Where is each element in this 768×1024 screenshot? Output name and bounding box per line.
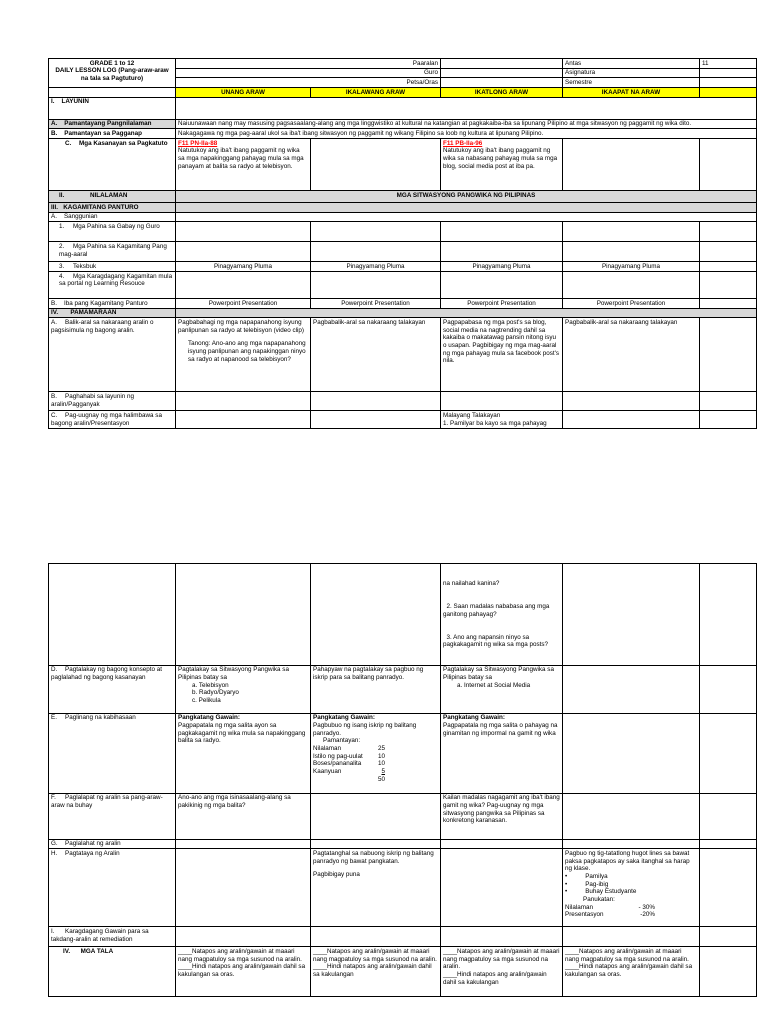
cont-d3-line-1: na nailahad kanina?: [443, 579, 500, 587]
pag-uugnay-d3-b: 1. Pamilyar ba kayo sa mga pahayag: [443, 419, 547, 427]
blank-cell: [49, 88, 176, 98]
asignatura-field[interactable]: [700, 68, 757, 78]
tala-natapos[interactable]: ____Natapos ang aralin/gawain at maaari nang magpatuloy sa mga susunod na aralin.: [443, 947, 560, 971]
balik-aral-d4: Pagbabalik-aral sa nakaraang talakayan: [563, 318, 700, 392]
kasanayan-text-3: Natutukoy ang iba't ibang paggamit ng wika sa nabasang pahayag mula sa mga blog, social media post at iba pa.: [443, 147, 558, 170]
paglalapat-d2: [311, 793, 441, 839]
pagtalakay-d1-item-3: c. Pelikula: [192, 696, 221, 704]
portal-label-cell: [49, 272, 176, 299]
kasanayan-label-cell: [49, 139, 176, 191]
sanggunian-label: A. Sanggunian: [49, 212, 176, 222]
pagtalakay-d3-item-1: a. Internet at Social Media: [457, 681, 531, 689]
paglinang-d2-pamantayan: Pamantayan:: [323, 737, 361, 745]
kagamitang-pang-d1: [176, 242, 311, 262]
mga-tala-d1: [176, 947, 311, 997]
tala-hindi-natapos[interactable]: ____Hindi natapos ang aralin/gawain dahil sa kakulangan sa oras.: [178, 963, 306, 978]
antas-label: Antas: [563, 59, 700, 69]
item-text: Pamilya: [585, 872, 608, 880]
pag-uugnay-label: Pag-uugnay ng mga halimbawa sa bagong aralin/Presentasyon: [51, 411, 162, 427]
petsa-label: Petsa/Oras: [176, 78, 441, 88]
petsa-field[interactable]: [441, 78, 563, 88]
pagtalakay-letter: D.: [51, 666, 58, 674]
panukatan-name: Presentasyon: [565, 911, 604, 919]
paghahabi-label: Paghahabi sa layunin ng aralin/Pagganyak: [51, 392, 134, 408]
paglinang-extra: [700, 713, 757, 793]
pag-uugnay-d2: [311, 411, 441, 429]
paglinang-d3-text: Pagpapatala ng mga salita o pahayag na ginamitan ng impormal na gamit ng wika: [443, 721, 558, 737]
pagtataya-d2-text: Pagtatanghal sa nabuong iskrip ng balitang panradyo ng bawat pangkatan.: [313, 849, 434, 865]
pagtataya-d4-item-1: • Pamilya: [565, 872, 608, 880]
cont-d4: [563, 564, 700, 666]
paglinang-d2-text: Pagbubuo ng isang iskrip ng balitang panradyo.: [313, 721, 417, 737]
paglinang-d1: [176, 713, 311, 793]
cont-label: [49, 564, 176, 666]
pagtalakay-d3: [441, 665, 563, 713]
paglalapat-extra: [700, 793, 757, 839]
pag-uugnay-letter: C.: [51, 411, 58, 419]
layunin-value: [176, 97, 757, 119]
pagtataya-d1: [176, 849, 311, 927]
day-header-2: IKALAWANG ARAW: [311, 88, 441, 98]
mga-tala-extra: [700, 947, 757, 997]
paglalahat-letter: G.: [51, 840, 58, 848]
pag-uugnay-d1: [176, 411, 311, 429]
balik-aral-d3: Pagpapabasa ng mga post's sa blog, social media na nagtrending dahil sa kakaiba o makatawag pansin nitong isyu o usapan. Pagbibigay ng mga mag-aaral ng mga pahayag mula sa facebook post's nila.: [441, 318, 563, 392]
pagtalakay-d4: [563, 665, 700, 713]
balik-aral-d1: [176, 318, 311, 392]
teksbuk-d1: Pinagyamang Pluma: [176, 262, 311, 272]
paghahabi-d3: [441, 392, 563, 411]
pamantayan-a-text: Naiuunawaan nang may masusing pagsasaalang-alang ang mga linggwistiko at kultural na katangian at pagkakaiba-iba sa lipunang Pilipino at mga sitwasyon ng paggamit ng wika dito.: [176, 119, 757, 129]
teksbuk-label-cell: [49, 262, 176, 272]
teksbuk-d4: Pinagyamang Pluma: [563, 262, 700, 272]
grade-label: GRADE 1 to 12: [89, 59, 135, 67]
dll-title: DAILY LESSON LOG (Pang-araw-araw na tala sa Pagtuturo): [55, 67, 169, 82]
paglalapat-label-cell: [49, 793, 176, 839]
balik-aral-letter: A.: [51, 318, 57, 326]
rubric-points: 5: [381, 767, 385, 775]
iba-pang-d4: Powerpoint Presentation: [563, 299, 700, 309]
paglalapat-d4: [563, 793, 700, 839]
tala-hindi-natapos[interactable]: ____Hindi natapos ang aralin/gawain dahil sa kakulangan sa oras.: [565, 963, 693, 978]
paglinang-d1-text: Pagpapatala ng mga salita ayon sa pagkakagamit ng wika mula sa napakinggang balita sa radyo.: [178, 721, 306, 745]
pagtalakay-d1-item-2: b. Radyo/Dyaryo: [192, 689, 239, 697]
nilalaman-label: NILALAMAN: [90, 191, 128, 199]
portal-label: Mga Karagdagang Kagamitan mula sa portal ng Learning Resouce: [59, 272, 173, 288]
kagamitang-pang-d4: [563, 242, 700, 262]
paghahabi-d2: [311, 392, 441, 411]
rubric-points: 10: [377, 760, 385, 768]
rubric-points: 10: [377, 752, 385, 760]
portal-d2: [311, 272, 441, 299]
rubric-name: Kaanyuan: [313, 767, 342, 775]
balik-aral-d1-text: Pagbabahagi ng mga napapanahong isyung panlipunan sa radyo at telebisyon (video clip): [178, 318, 305, 334]
mga-tala-d3: [441, 947, 563, 997]
kasanayan-day2: [311, 139, 441, 191]
paglalahat-d3: [441, 839, 563, 849]
paglinang-letter: E.: [51, 714, 57, 722]
panukatan-pct: -20%: [640, 911, 655, 919]
kagamitang-pang-extra: [700, 242, 757, 262]
paglinang-d1-title: Pangkatang Gawain:: [178, 714, 240, 722]
karagdagan-letter: I.: [51, 927, 55, 935]
paghahabi-letter: B.: [51, 392, 57, 400]
teksbuk-num: 3.: [59, 262, 65, 270]
paglalapat-d1: Ano-ano ang mga isinasaalang-alang sa pakikinig ng mga balita?: [176, 793, 311, 839]
rubric-row: [313, 753, 385, 761]
kasanayan-code-3: F11 PB-IIa-96: [443, 139, 483, 147]
teksbuk-label: Teksbuk: [73, 262, 97, 270]
pag-uugnay-extra: [700, 411, 757, 429]
asignatura-label: Asignatura: [563, 68, 700, 78]
mga-tala-d2: [311, 947, 441, 997]
paglinang-d4: [563, 713, 700, 793]
paglalapat-letter: F.: [51, 794, 56, 802]
gabay-extra: [700, 222, 757, 242]
paglalahat-label-cell: [49, 839, 176, 849]
item-text: Buhay Estudyante: [585, 888, 637, 896]
iba-pang-extra: [700, 299, 757, 309]
lesson-log-table-2: [48, 563, 757, 997]
kasanayan-day1: [176, 139, 311, 191]
rubric-total: 50: [377, 775, 385, 783]
kasanayan-text-1: Natutukoy ang iba't ibang paggamit ng wika sa mga napakinggang pahayag mula sa mga panayam at balita sa radyo at telebisyon.: [178, 147, 304, 170]
nilalaman-num: II.: [59, 191, 65, 199]
kagamitang-pang-d2: [311, 242, 441, 262]
tala-hindi-natapos[interactable]: ____Hindi natapos ang aralin/gawain dahil sa kakulangan: [313, 963, 432, 978]
pagtataya-d2: [311, 849, 441, 927]
sanggunian-value: [176, 212, 757, 222]
portal-d4: [563, 272, 700, 299]
pag-uugnay-d4: [563, 411, 700, 429]
pagtataya-d4-item-3: • Buhay Estudyante: [565, 888, 637, 896]
paghahabi-d4: [563, 392, 700, 411]
cont-extra: [700, 564, 757, 666]
kasanayan-day3: [441, 139, 563, 191]
portal-num: 4.: [59, 272, 65, 280]
paglinang-d2: [311, 713, 441, 793]
cont-d1: [176, 564, 311, 666]
iba-pang-d3: Powerpoint Presentation: [441, 299, 563, 309]
gabay-num: 1.: [59, 222, 65, 230]
teksbuk-extra: [700, 262, 757, 272]
paaralan-label: Paaralan: [176, 59, 441, 69]
rubric-row: [313, 745, 385, 753]
gabay-d4: [563, 222, 700, 242]
pagtalakay-d1-text: Pagtalakay sa Sitwasyong Pangwika sa Pilipinas batay sa: [178, 666, 289, 681]
semestre-label: Semestre: [563, 78, 700, 88]
pagtalakay-d1: [176, 665, 311, 713]
pagtalakay-d1-item-1: a. Telebisyon: [192, 681, 229, 689]
antas-value[interactable]: 11: [700, 59, 757, 69]
lesson-log-page-2: [48, 563, 756, 997]
pamantayan-b-label: B. Pamantayan sa Pagganap: [49, 129, 176, 139]
iba-pang-d2: Powerpoint Presentation: [311, 299, 441, 309]
panukatan-pct: - 30%: [638, 903, 655, 911]
balik-aral-label: Balik-aral sa nakaraang aralin o pagsisimula ng bagong aralin.: [51, 318, 154, 334]
pagtataya-d3: [441, 849, 563, 927]
karagdagan-d4: [563, 927, 700, 947]
balik-aral-d2: Pagbabalik-aral sa nakaraang talakayan: [311, 318, 441, 392]
paglinang-d3: [441, 713, 563, 793]
kagamitang-pang-label: Mga Pahina sa Kagamitang Pang mag-aaral: [59, 242, 167, 258]
paglalahat-d1: [176, 839, 311, 849]
tala-natapos[interactable]: ____Natapos ang aralin/gawain at maaari nang magpatuloy sa mga susunod na aralin.: [313, 947, 437, 963]
gabay-d1: [176, 222, 311, 242]
guro-field[interactable]: [441, 68, 563, 78]
panukatan-name: Nilalaman: [565, 903, 593, 911]
pagtataya-d4-item-2: • Pag-ibig: [565, 880, 609, 888]
paglalapat-d3: Kailan madalas nagagamit ang iba't ibang gamit ng wika? Pag-uugnay ng mga sitwasyong pangwika sa Pilipinas sa konkretong karanasan.: [441, 793, 563, 839]
tala-hindi-natapos[interactable]: ____Hindi natapos ang aralin/gawain dahil sa kakulangan: [443, 970, 547, 986]
portal-d1: [176, 272, 311, 299]
paglalahat-d2: [311, 839, 441, 849]
panukatan-row: [565, 904, 655, 912]
kasanayan-code-1: F11 PN-IIa-88: [178, 139, 218, 147]
karagdagan-d3: [441, 927, 563, 947]
paglalapat-label: Paglalapat ng aralin sa pang-araw-araw na buhay: [51, 794, 163, 809]
kasanayan-label: Mga Kasanayan sa Pagkatuto: [79, 139, 168, 147]
iba-pang-label: B. Iba pang Kagamitang Panturo: [49, 299, 176, 309]
paglinang-label-cell: [49, 713, 176, 793]
pag-uugnay-d3-a: Malayang Talakayan: [443, 411, 501, 419]
rubric-row: [313, 760, 385, 768]
kagamitan-value: [176, 203, 757, 213]
paglinang-d3-title: Pangkatang Gawain:: [443, 714, 505, 722]
paghahabi-label-cell: [49, 392, 176, 411]
gabay-label: Mga Pahina sa Gabay ng Guro: [73, 222, 160, 230]
iba-pang-d1: Powerpoint Presentation: [176, 299, 311, 309]
mga-tala-label: IV. MGA TALA: [49, 947, 176, 997]
karagdagan-d1: [176, 927, 311, 947]
panukatan-row: [565, 911, 655, 919]
kagamitan-label: III. KAGAMITANG PANTURO: [49, 203, 176, 213]
portal-d3: [441, 272, 563, 299]
dll-title-cell: [49, 59, 176, 88]
karagdagan-extra: [700, 927, 757, 947]
rubric-total-row: [313, 776, 385, 784]
paghahabi-d1: [176, 392, 311, 411]
paglalahat-label: Paglalahat ng aralin: [65, 840, 121, 848]
pagtalakay-label-cell: [49, 665, 176, 713]
cont-d3-line-3: 3. Ano ang napansin ninyo sa pagkakagamit ng wika sa mga posts?: [443, 633, 549, 649]
guro-label: Guro: [176, 68, 441, 78]
layunin-label: I. LAYUNIN: [49, 97, 176, 119]
pag-uugnay-label-cell: [49, 411, 176, 429]
balik-aral-label-cell: [49, 318, 176, 392]
kasanayan-extra: [700, 139, 757, 191]
gabay-label-cell: [49, 222, 176, 242]
lesson-log-page-1: [48, 58, 756, 429]
kagamitang-pang-label-cell: [49, 242, 176, 262]
cont-d3: [441, 564, 563, 666]
pagtataya-d4: [563, 849, 700, 927]
kagamitang-pang-d3: [441, 242, 563, 262]
pagtataya-letter: H.: [51, 849, 58, 857]
day-header-blank: [700, 88, 757, 98]
rubric-name: Istilo ng pag-uulat: [313, 752, 363, 760]
pagtataya-extra: [700, 849, 757, 927]
mga-tala-d4: [563, 947, 700, 997]
pagtataya-label: Pagtataya ng Aralin: [65, 849, 120, 857]
karagdagan-d2: [311, 927, 441, 947]
kasanayan-day4: [563, 139, 700, 191]
lesson-log-table-1: [48, 58, 757, 429]
teksbuk-d3: Pinagyamang Pluma: [441, 262, 563, 272]
rubric-points: 25: [377, 744, 385, 752]
day-header-3: IKATLONG ARAW: [441, 88, 563, 98]
pamamaraan-value: [176, 308, 757, 318]
pamamaraan-label: IV. PAMAMARAAN: [49, 308, 176, 318]
balik-aral-extra: [700, 318, 757, 392]
rubric-row: [313, 768, 385, 776]
nilalaman-label-cell: [49, 191, 176, 203]
karagdagan-label-cell: [49, 927, 176, 947]
pag-uugnay-d3: [441, 411, 563, 429]
pagtataya-d2-puna: Pagbibigay puna: [313, 871, 360, 879]
pagtalakay-extra: [700, 665, 757, 713]
portal-extra: [700, 272, 757, 299]
pagtataya-label-cell: [49, 849, 176, 927]
pagtalakay-label: Pagtalakay ng bagong konsepto at paglalahad ng bagong kasanayan: [51, 666, 162, 681]
paglinang-d2-title: Pangkatang Gawain:: [313, 714, 375, 722]
paglalahat-d4: [563, 839, 700, 849]
item-text: Pag-ibig: [585, 880, 609, 888]
cont-d2: [311, 564, 441, 666]
nilalaman-value: MGA SITWASYONG PANGWIKA NG PILIPINAS: [176, 191, 757, 203]
rubric-name: Nilalaman: [313, 744, 341, 752]
rubric-name: Boses/pananalita: [313, 760, 362, 768]
pagtataya-d4-panukatan: Panukatan:: [583, 895, 615, 903]
tala-natapos[interactable]: ____Natapos ang aralin/gawain at maaari nang magpatuloy sa mga susunod na aralin.: [178, 947, 302, 963]
paglalahat-extra: [700, 839, 757, 849]
teksbuk-d2: Pinagyamang Pluma: [311, 262, 441, 272]
kagamitang-pang-num: 2.: [59, 242, 65, 250]
karagdagan-label: Karagdagang Gawain para sa takdang-aralin at remediation: [51, 927, 149, 943]
day-header-1: UNANG ARAW: [176, 88, 311, 98]
balik-aral-d1-question: Tanong: Ano-ano ang mga napapanahong isyung panlipunan ang napakinggan ninyo sa radyo at napanood sa telebisyon?: [188, 340, 306, 363]
pamantayan-a-label: A. Pamantayang Pangnilalaman: [49, 119, 176, 129]
paghahabi-extra: [700, 392, 757, 411]
paglinang-label: Paglinang na kabihasaan: [65, 714, 136, 722]
cont-d3-line-2: 2. Saan madalas nababasa ang mga ganitong pahayag?: [443, 602, 552, 618]
pagtalakay-d2: Pahapyaw na pagtalakay sa pagbuo ng iskrip para sa balitang panradyo.: [311, 665, 441, 713]
gabay-d2: [311, 222, 441, 242]
day-header-4: IKAAPAT NA ARAW: [563, 88, 700, 98]
pagtataya-d4-text: Pagbuo ng tig-tatatlong hugot lines sa bawat paksa pagkatapos ay saka itanghal sa harap ng klase.: [565, 849, 690, 873]
kasanayan-letter: C.: [65, 139, 72, 147]
pamantayan-b-text: Nakagagawa ng mga pag-aaral ukol sa iba't ibang sitwasyon ng paggamit ng wikang Filipino sa loob ng kultura at lipunang Pilipino.: [176, 129, 757, 139]
semestre-field[interactable]: [700, 78, 757, 88]
paaralan-field[interactable]: [441, 59, 563, 69]
pagtalakay-d3-text: Pagtalakay sa Sitwasyong Pangwika sa Pilipinas batay sa: [443, 666, 554, 681]
tala-natapos[interactable]: ____Natapos ang aralin/gawain at maaari nang magpatuloy sa mga susunod na aralin.: [565, 947, 689, 963]
gabay-d3: [441, 222, 563, 242]
